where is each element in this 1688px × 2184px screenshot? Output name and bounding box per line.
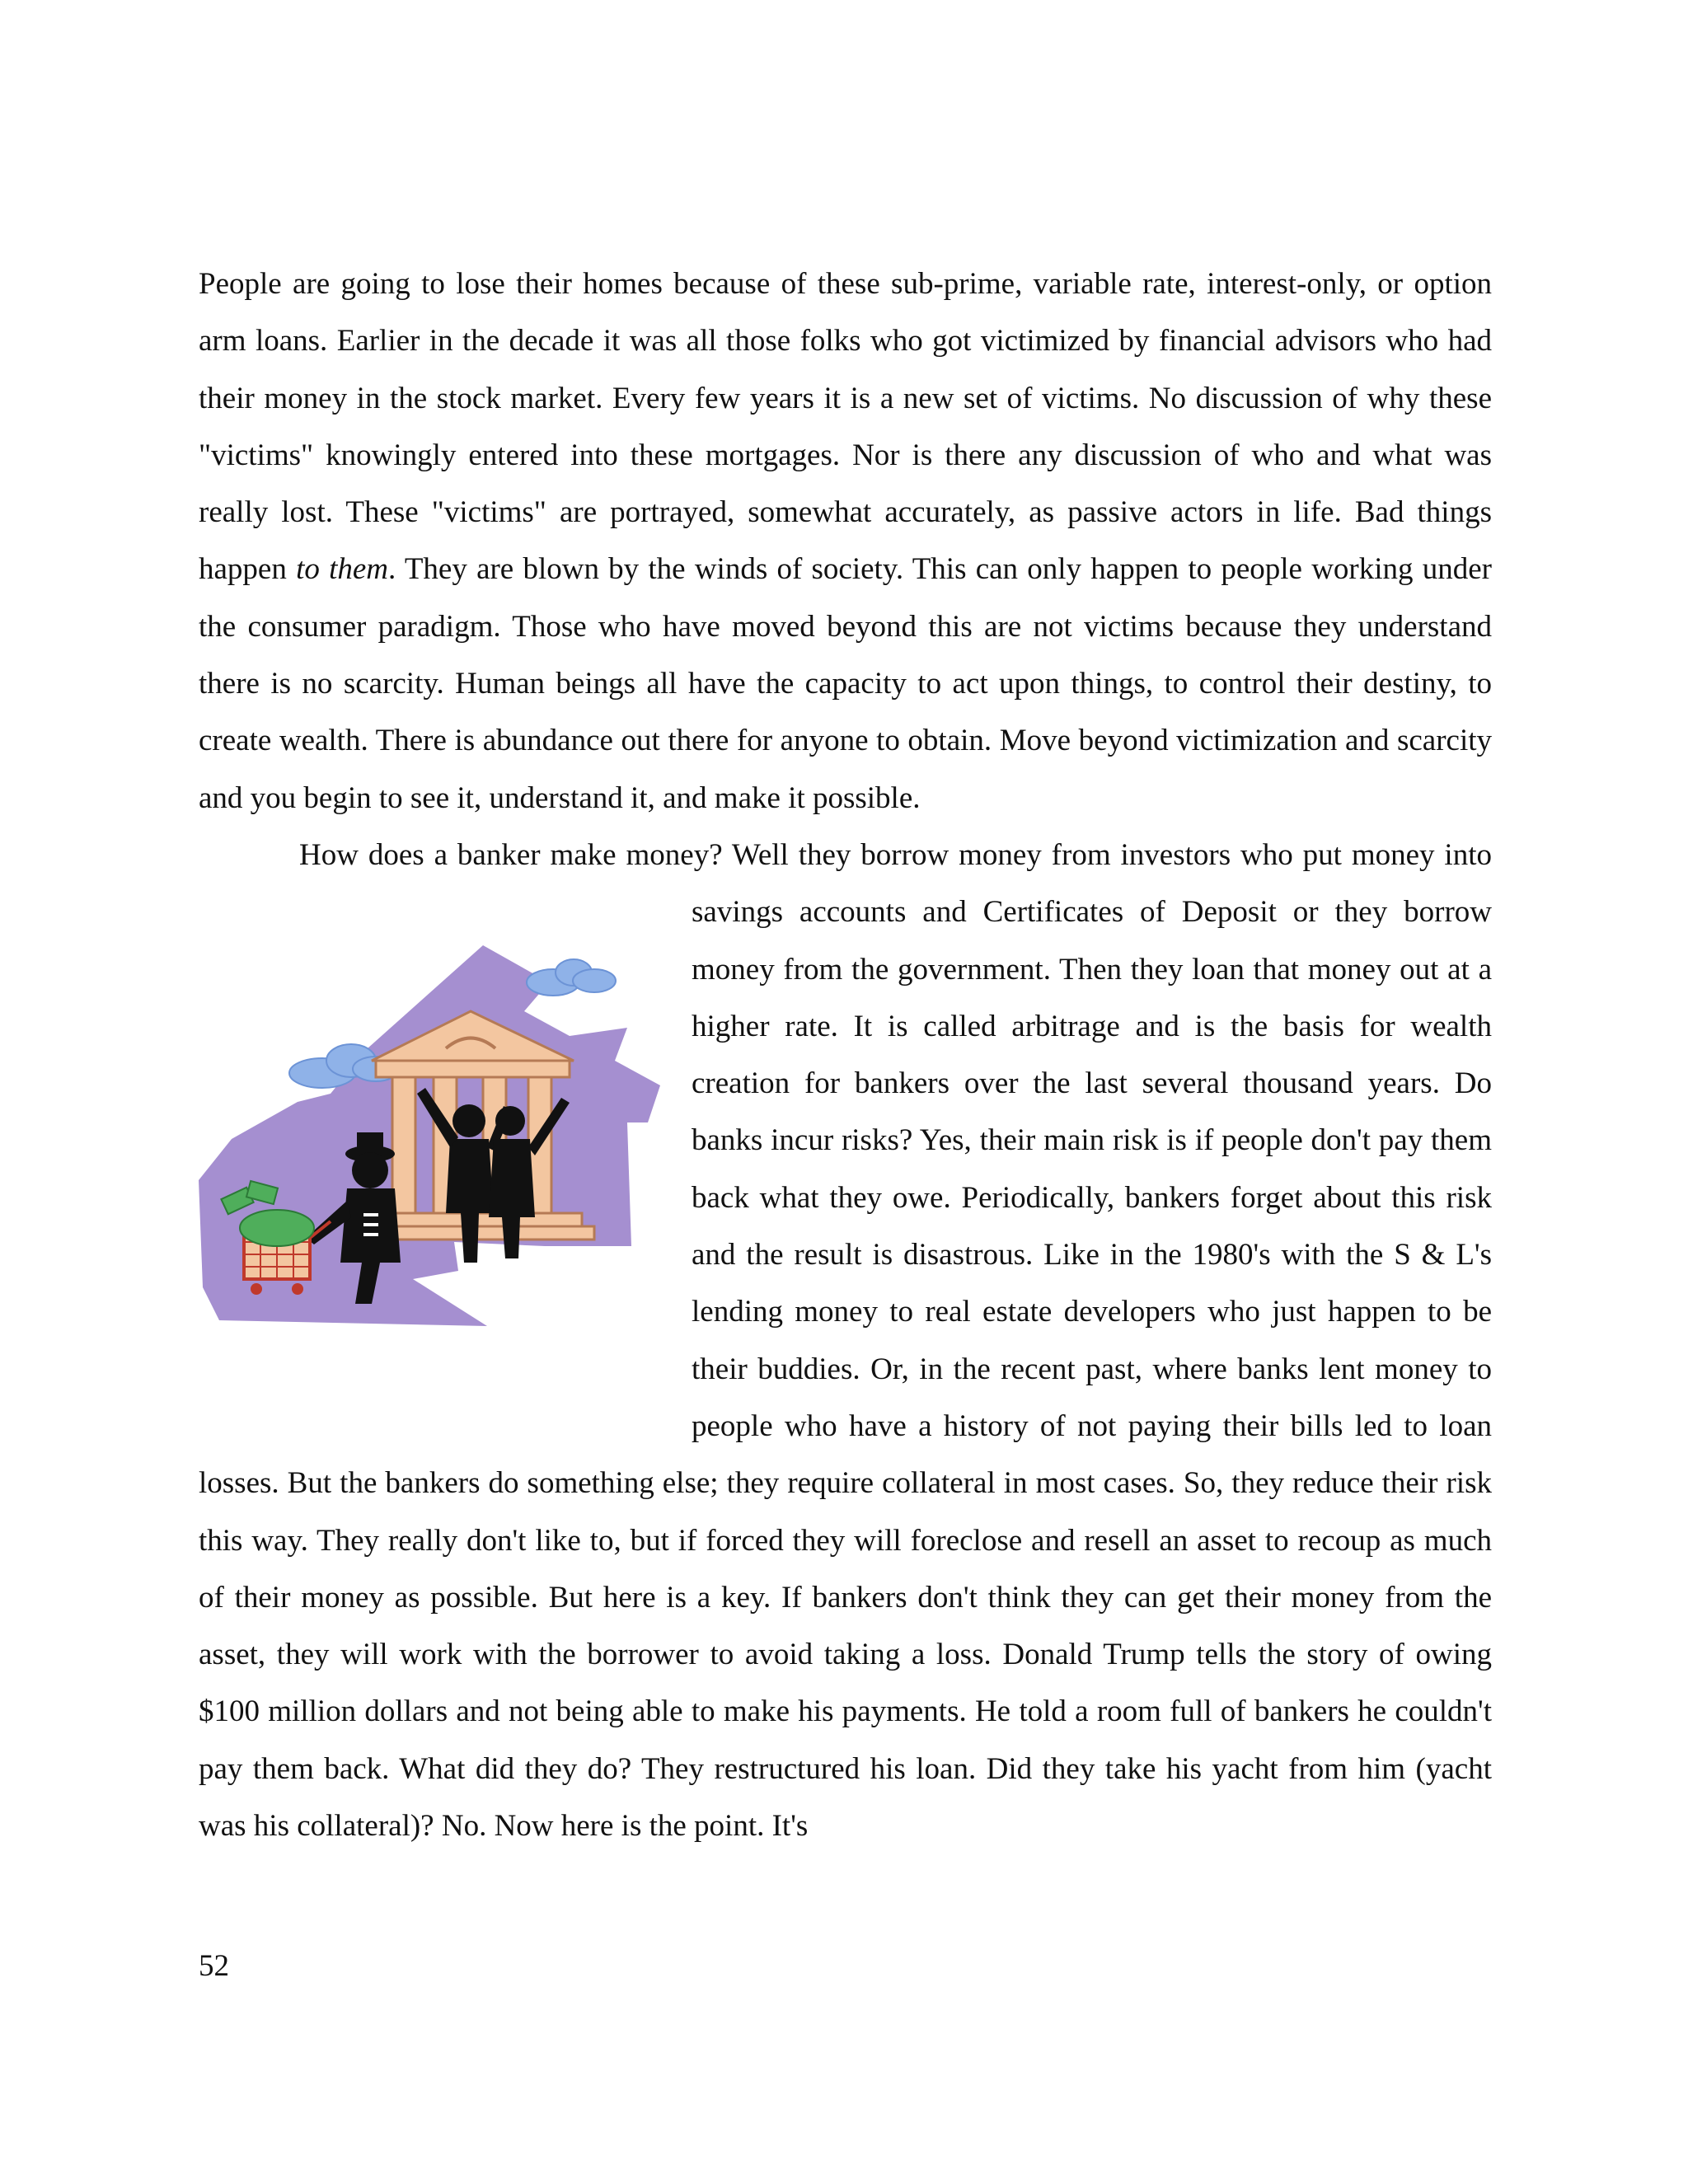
document-body (199, 255, 1492, 1854)
paragraph-banker-line1: How does a banker make money? Well they borrow money from investors who put money into savings accounts and (299, 837, 1492, 930)
paragraph-banker-text: Certificates of Deposit or they borrow money from the government. Then they loan that money out at a higher rate. It is called arbitrage and is the basis for wealth creation for bankers over the last several thousand years. Do banks incur risks? Yes, their main risk is if people don't pay them back what they owe. Periodically, bankers forget about this risk and the result is disastrous. Like in the 1980's with the S & L's lending money to real estate developers who just happen to be their buddies. Or, in the recent past, where banks lent money to people who have a history of not paying their bills led to loan losses. But the bankers do something else; they require collateral in most cases. So, they reduce their risk this way. They really don't like to, but if forced they will foreclose and resell an asset to recoup as much of their money as possible. But here is a key. If bankers don't think they can get their money from the asset, they will work with the borrower to avoid taking a loss. Donald Trump tells the story of owing $100 million dollars and not being able to make his payments. He told a room full of bankers he couldn't pay them back. What did they do? They restructured his loan. Did they take his yacht from him (yacht was his collateral)? No. Now here is the point. It's (199, 895, 1492, 1844)
paragraph-victims-text-b: . They are blown by the winds of society. This can only happen to people working under the consumer paradigm. Those who have moved beyond this are not victims because they understand there is no scarcity. Human beings all have the capacity to act upon things, to control their destiny, to create wealth. There is abundance out there for anyone to obtain. Move beyond victimization and scarcity and you begin to see it, understand it, and make it possible. (199, 552, 1492, 815)
emphasis-to-them: to them (296, 552, 389, 587)
paragraph-victims-text-a: People are going to lose their homes because of these sub-prime, variable rate, interest-only, or option arm loans. Earlier in the decade it was all those folks who got victimized by financial advisors who had their money in the stock market. Every few years it is a new set of victims. No discussion of why these "victims" knowingly entered into these mortgages. Nor is there any discussion of who and what was really lost. These "victims" are portrayed, somewhat accurately, as passive actors in life. Bad things happen (199, 267, 1492, 587)
paragraph-banker (199, 827, 1492, 1854)
bank-with-bankers-clipart-icon (199, 886, 692, 1399)
paragraph-victims (199, 255, 1492, 827)
page-number: 52 (199, 1949, 229, 1983)
